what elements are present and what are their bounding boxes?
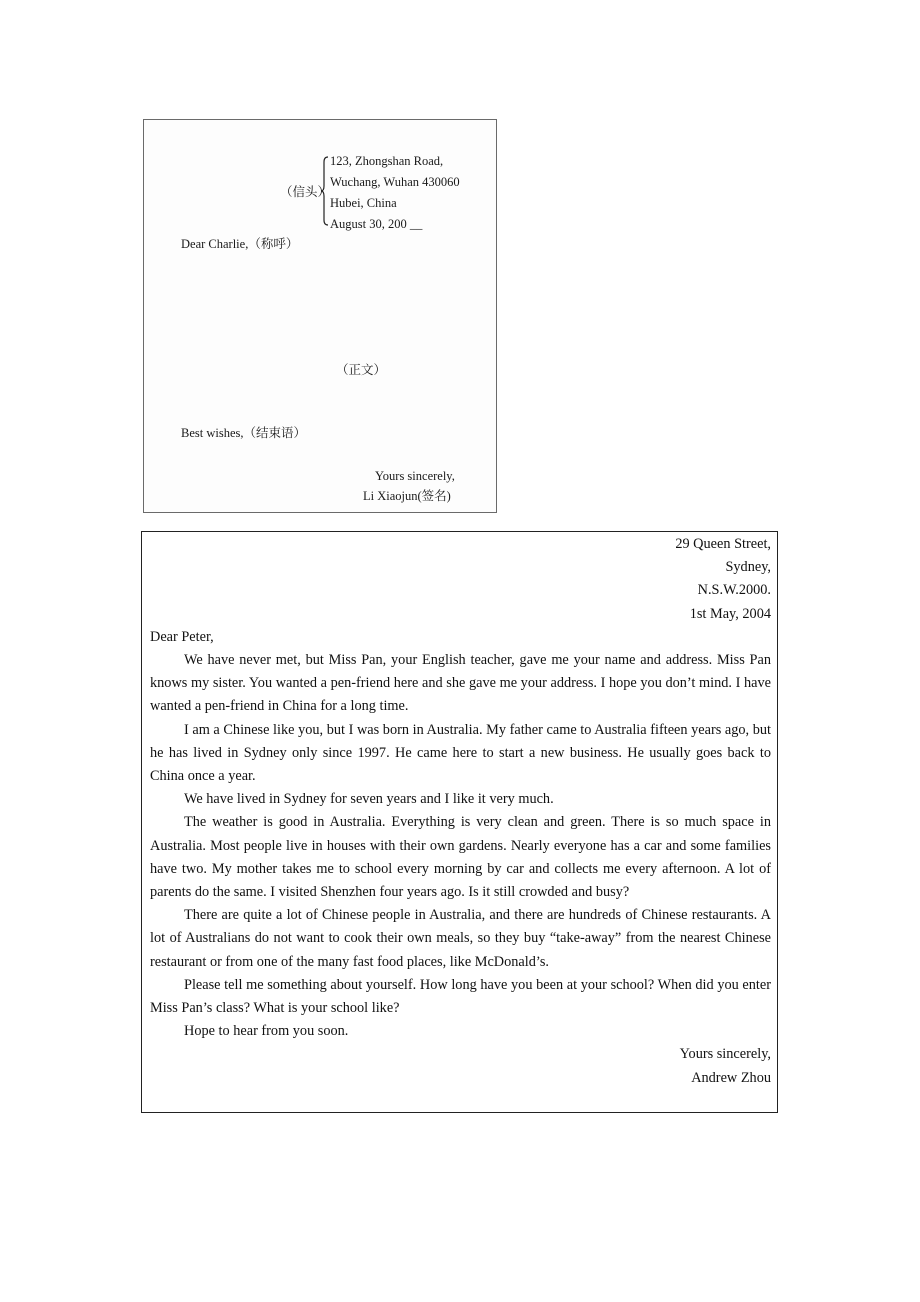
template-address-line: August 30, 200 __ xyxy=(330,217,423,231)
letter-paragraph: Please tell me something about yourself. How long have you been at your school? When did you enter Miss Pan’s class? What is your school like? xyxy=(150,976,771,1017)
template-address xyxy=(330,151,460,235)
letter-signoff: Yours sincerely, xyxy=(679,1046,771,1063)
letter-paragraph: I am a Chinese like you, but I was born in Australia. My father came to Australia fifteen years ago, but he has lived in Sydney only since 1997. He came here to start a new business. He usually goes back to China once a year. xyxy=(150,721,771,785)
letter-content xyxy=(150,533,771,1090)
letter-salutation: Dear Peter, xyxy=(150,628,214,645)
template-address-line: Wuchang, Wuhan 430060 xyxy=(330,175,460,189)
letter-paragraph: We have never met, but Miss Pan, your English teacher, gave me your name and address. Miss Pan knows my sister. You wanted a pen-friend here and she gave me your address. I hope you don’t mind. I have wanted a pen-friend in China for a long time. xyxy=(150,652,771,715)
template-salutation: Dear Charlie,（称呼） xyxy=(181,237,299,251)
template-closing: Best wishes,（结束语） xyxy=(181,426,307,440)
letter-address-line: Sydney, xyxy=(725,559,771,576)
template-address-line: 123, Zhongshan Road, xyxy=(330,154,444,168)
letter-paragraph: The weather is good in Australia. Everything is very clean and green. There is so much space in Australia. Most people live in houses with their own gardens. Nearly everyone has a car and some families have two. My mother takes me to school every morning by car and collects me every afternoon. A lot of parents do the same. I visited Shenzhen four years ago. Is it still crowded and busy? xyxy=(150,814,771,901)
letter-address-line: 29 Queen Street, xyxy=(675,536,771,552)
letter-signature: Andrew Zhou xyxy=(691,1069,771,1086)
template-signature: Li Xiaojun(签名) xyxy=(363,489,451,503)
template-signoff: Yours sincerely, xyxy=(375,469,455,483)
letter-paragraph: We have lived in Sydney for seven years and I like it very much. xyxy=(184,791,554,808)
brace-icon xyxy=(321,156,329,226)
letter-paragraph: There are quite a lot of Chinese people in Australia, and there are hundreds of Chinese restaurants. A lot of Australians do not want to cook their own meals, so they buy “take-away” from the nearest Chinese restaurant or from one of the many fast food places, like McDonald’s. xyxy=(150,907,771,970)
sample-letter xyxy=(141,531,778,1113)
letter-format-template xyxy=(143,119,497,513)
template-header-label: （信头） xyxy=(280,185,331,199)
letter-address-line: N.S.W.2000. xyxy=(697,582,771,599)
template-body-label: （正文） xyxy=(336,363,387,377)
template-address-line: Hubei, China xyxy=(330,196,397,210)
letter-paragraph: Hope to hear from you soon. xyxy=(184,1023,349,1040)
letter-date: 1st May, 2004 xyxy=(689,605,771,622)
